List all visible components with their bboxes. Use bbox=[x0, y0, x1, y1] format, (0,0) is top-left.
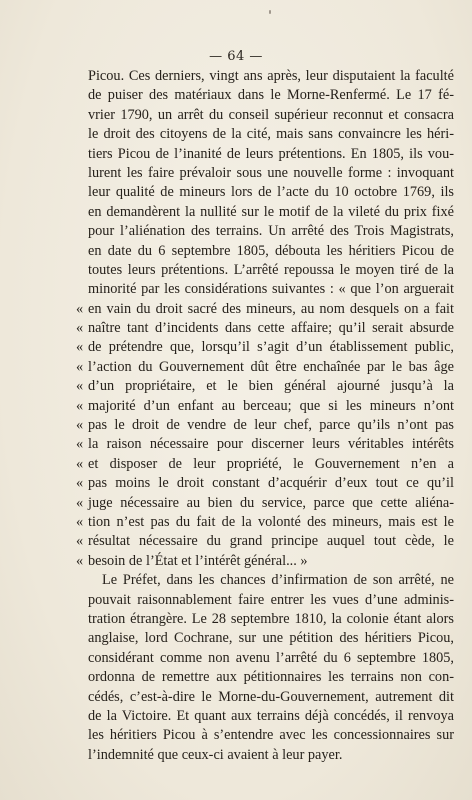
line-text: naître tant d’incidents dans cette affaire; qu’il serait absurde bbox=[88, 320, 454, 337]
line-text: juge nécessaire au bien du service, parce que cette aliéna- bbox=[88, 494, 454, 511]
line-text: minorité par les considérations suivantes : « que l’on arguerait bbox=[88, 281, 454, 298]
line-text: cédés, c’est-à-dire le Morne-du-Gouvernement, autrement dit bbox=[88, 688, 454, 705]
line-text: lurent les faire prévaloir sous une nouvelle forme : invoquant bbox=[88, 164, 454, 181]
quoted-text-line bbox=[76, 338, 454, 357]
text-line bbox=[88, 106, 454, 125]
line-text: tration étrangère. Le 28 septembre 1810, la colonie étant alors bbox=[88, 610, 454, 627]
line-text: vrier 1790, un arrêt du conseil supérieur reconnut et consacra bbox=[88, 106, 454, 123]
line-text: pouvait raisonnablement faire entrer les vues d’une adminis- bbox=[88, 591, 454, 608]
ink-speck bbox=[269, 10, 271, 14]
text-line bbox=[88, 145, 454, 164]
line-text: l’action du Gouvernement dût être enchaînée par le bas âge bbox=[88, 358, 454, 375]
line-text: pas moins le droit constant d’acquérir d’eux tout ce qu’il bbox=[88, 475, 454, 492]
quoted-text-line bbox=[76, 416, 454, 435]
line-text: besoin de l’État et l’intérêt général... » bbox=[88, 552, 308, 569]
quoted-text-line bbox=[76, 494, 454, 513]
guillemet-mark: « bbox=[76, 455, 84, 472]
guillemet-mark: « bbox=[76, 320, 84, 337]
text-line bbox=[88, 125, 454, 144]
line-text: et disposer de leur propriété, le Gouvernement n’en a bbox=[88, 455, 454, 472]
guillemet-mark: « bbox=[76, 300, 84, 317]
guillemet-mark: « bbox=[76, 397, 84, 414]
text-line bbox=[88, 571, 454, 590]
line-text: la raison nécessaire pour discerner leurs véritables intérêts bbox=[88, 436, 454, 453]
quoted-text-line bbox=[76, 513, 454, 532]
text-line bbox=[88, 261, 454, 280]
text-line bbox=[88, 280, 454, 299]
line-text: pour l’aliénation des terrains. Un arrêté des Trois Magistrats, bbox=[88, 223, 454, 240]
line-text: Picou. Ces derniers, vingt ans après, leur disputaient la faculté bbox=[88, 68, 454, 84]
guillemet-mark: « bbox=[76, 552, 84, 569]
line-text: l’indemnité que ceux-ci avaient à leur payer. bbox=[88, 746, 343, 763]
line-text: résultat nécessaire du grand principe auquel tout cède, le bbox=[88, 533, 454, 550]
quoted-text-line bbox=[76, 397, 454, 416]
line-text: le droit des citoyens de la cité, mais sans convaincre les héri- bbox=[88, 126, 454, 143]
guillemet-mark: « bbox=[76, 417, 84, 434]
quoted-text-line bbox=[76, 319, 454, 338]
text-line bbox=[88, 649, 454, 668]
line-text: de prétendre que, lorsqu’il s’agit d’un établissement public, bbox=[88, 339, 454, 356]
text-line bbox=[88, 183, 454, 202]
line-text: majorité d’un enfant au berceau; que si les mineurs n’ont bbox=[88, 397, 454, 414]
text-line bbox=[88, 707, 454, 726]
line-text: Le Préfet, dans les chances d’infirmation de son arrêté, ne bbox=[102, 572, 454, 589]
quoted-text-line bbox=[76, 474, 454, 493]
text-line bbox=[88, 242, 454, 261]
text-line bbox=[88, 203, 454, 222]
line-text: tiers Picou de l’inanité de leurs prétentions. En 1805, ils vou- bbox=[88, 145, 454, 162]
text-line bbox=[88, 668, 454, 687]
line-text: de la Victoire. Et quant aux terrains déjà concédés, il renvoya bbox=[88, 707, 454, 724]
line-text: en vain du droit sacré des mineurs, au nom desquels on a fait bbox=[88, 300, 454, 317]
line-text: anglaise, lord Cochrane, sur une pétition des héritiers Picou, bbox=[88, 630, 454, 647]
text-line bbox=[88, 591, 454, 610]
guillemet-mark: « bbox=[76, 339, 84, 356]
quoted-text-line bbox=[76, 455, 454, 474]
line-text: d’un propriétaire, et le bien général ajourné jusqu’à la bbox=[88, 378, 454, 395]
quoted-text-line bbox=[76, 435, 454, 454]
guillemet-mark: « bbox=[76, 475, 84, 492]
text-line bbox=[88, 629, 454, 648]
line-text: ordonna de remettre aux pétitionnaires les terrains non con- bbox=[88, 669, 454, 686]
guillemet-mark: « bbox=[76, 513, 84, 530]
guillemet-mark: « bbox=[76, 436, 84, 453]
line-text: en demandèrent la nullité sur le motif de la vileté du prix fixé bbox=[88, 203, 454, 220]
text-line bbox=[88, 67, 454, 86]
line-text: de puiser des matériaux dans le Morne-Renfermé. Le 17 fé- bbox=[88, 87, 454, 104]
quoted-text-line bbox=[76, 358, 454, 377]
text-line bbox=[88, 86, 454, 105]
quoted-text-line bbox=[76, 300, 454, 319]
quoted-text-line bbox=[76, 532, 454, 551]
guillemet-mark: « bbox=[76, 533, 84, 550]
line-text: considérant comme non avenu l’arrêté du 6 septembre 1805, bbox=[88, 649, 454, 666]
guillemet-mark: « bbox=[76, 378, 84, 395]
quoted-text-line bbox=[76, 552, 454, 571]
page-number: — 64 — bbox=[209, 49, 263, 64]
body-text bbox=[76, 67, 454, 765]
line-text: en date du 6 septembre 1805, débouta les héritiers Picou de bbox=[88, 242, 454, 259]
text-line bbox=[88, 746, 454, 765]
text-line bbox=[88, 164, 454, 183]
text-line bbox=[88, 610, 454, 629]
quoted-text-line bbox=[76, 377, 454, 396]
line-text: pas le droit de vendre de leur chef, parce qu’ils n’ont pas bbox=[88, 417, 454, 434]
line-text: toutes leurs prétentions. L’arrêté repoussa le moyen tiré de la bbox=[88, 261, 454, 278]
line-text: tion n’est pas du fait de la volonté des mineurs, mais est le bbox=[88, 513, 454, 530]
guillemet-mark: « bbox=[76, 494, 84, 511]
line-text: les héritiers Picou à s’entendre avec les concessionnaires sur bbox=[88, 727, 454, 744]
text-line bbox=[88, 222, 454, 241]
guillemet-mark: « bbox=[76, 358, 84, 375]
line-text: leur qualité de mineurs lors de l’acte du 10 octobre 1769, ils bbox=[88, 184, 454, 201]
text-line bbox=[88, 726, 454, 745]
text-line bbox=[88, 688, 454, 707]
